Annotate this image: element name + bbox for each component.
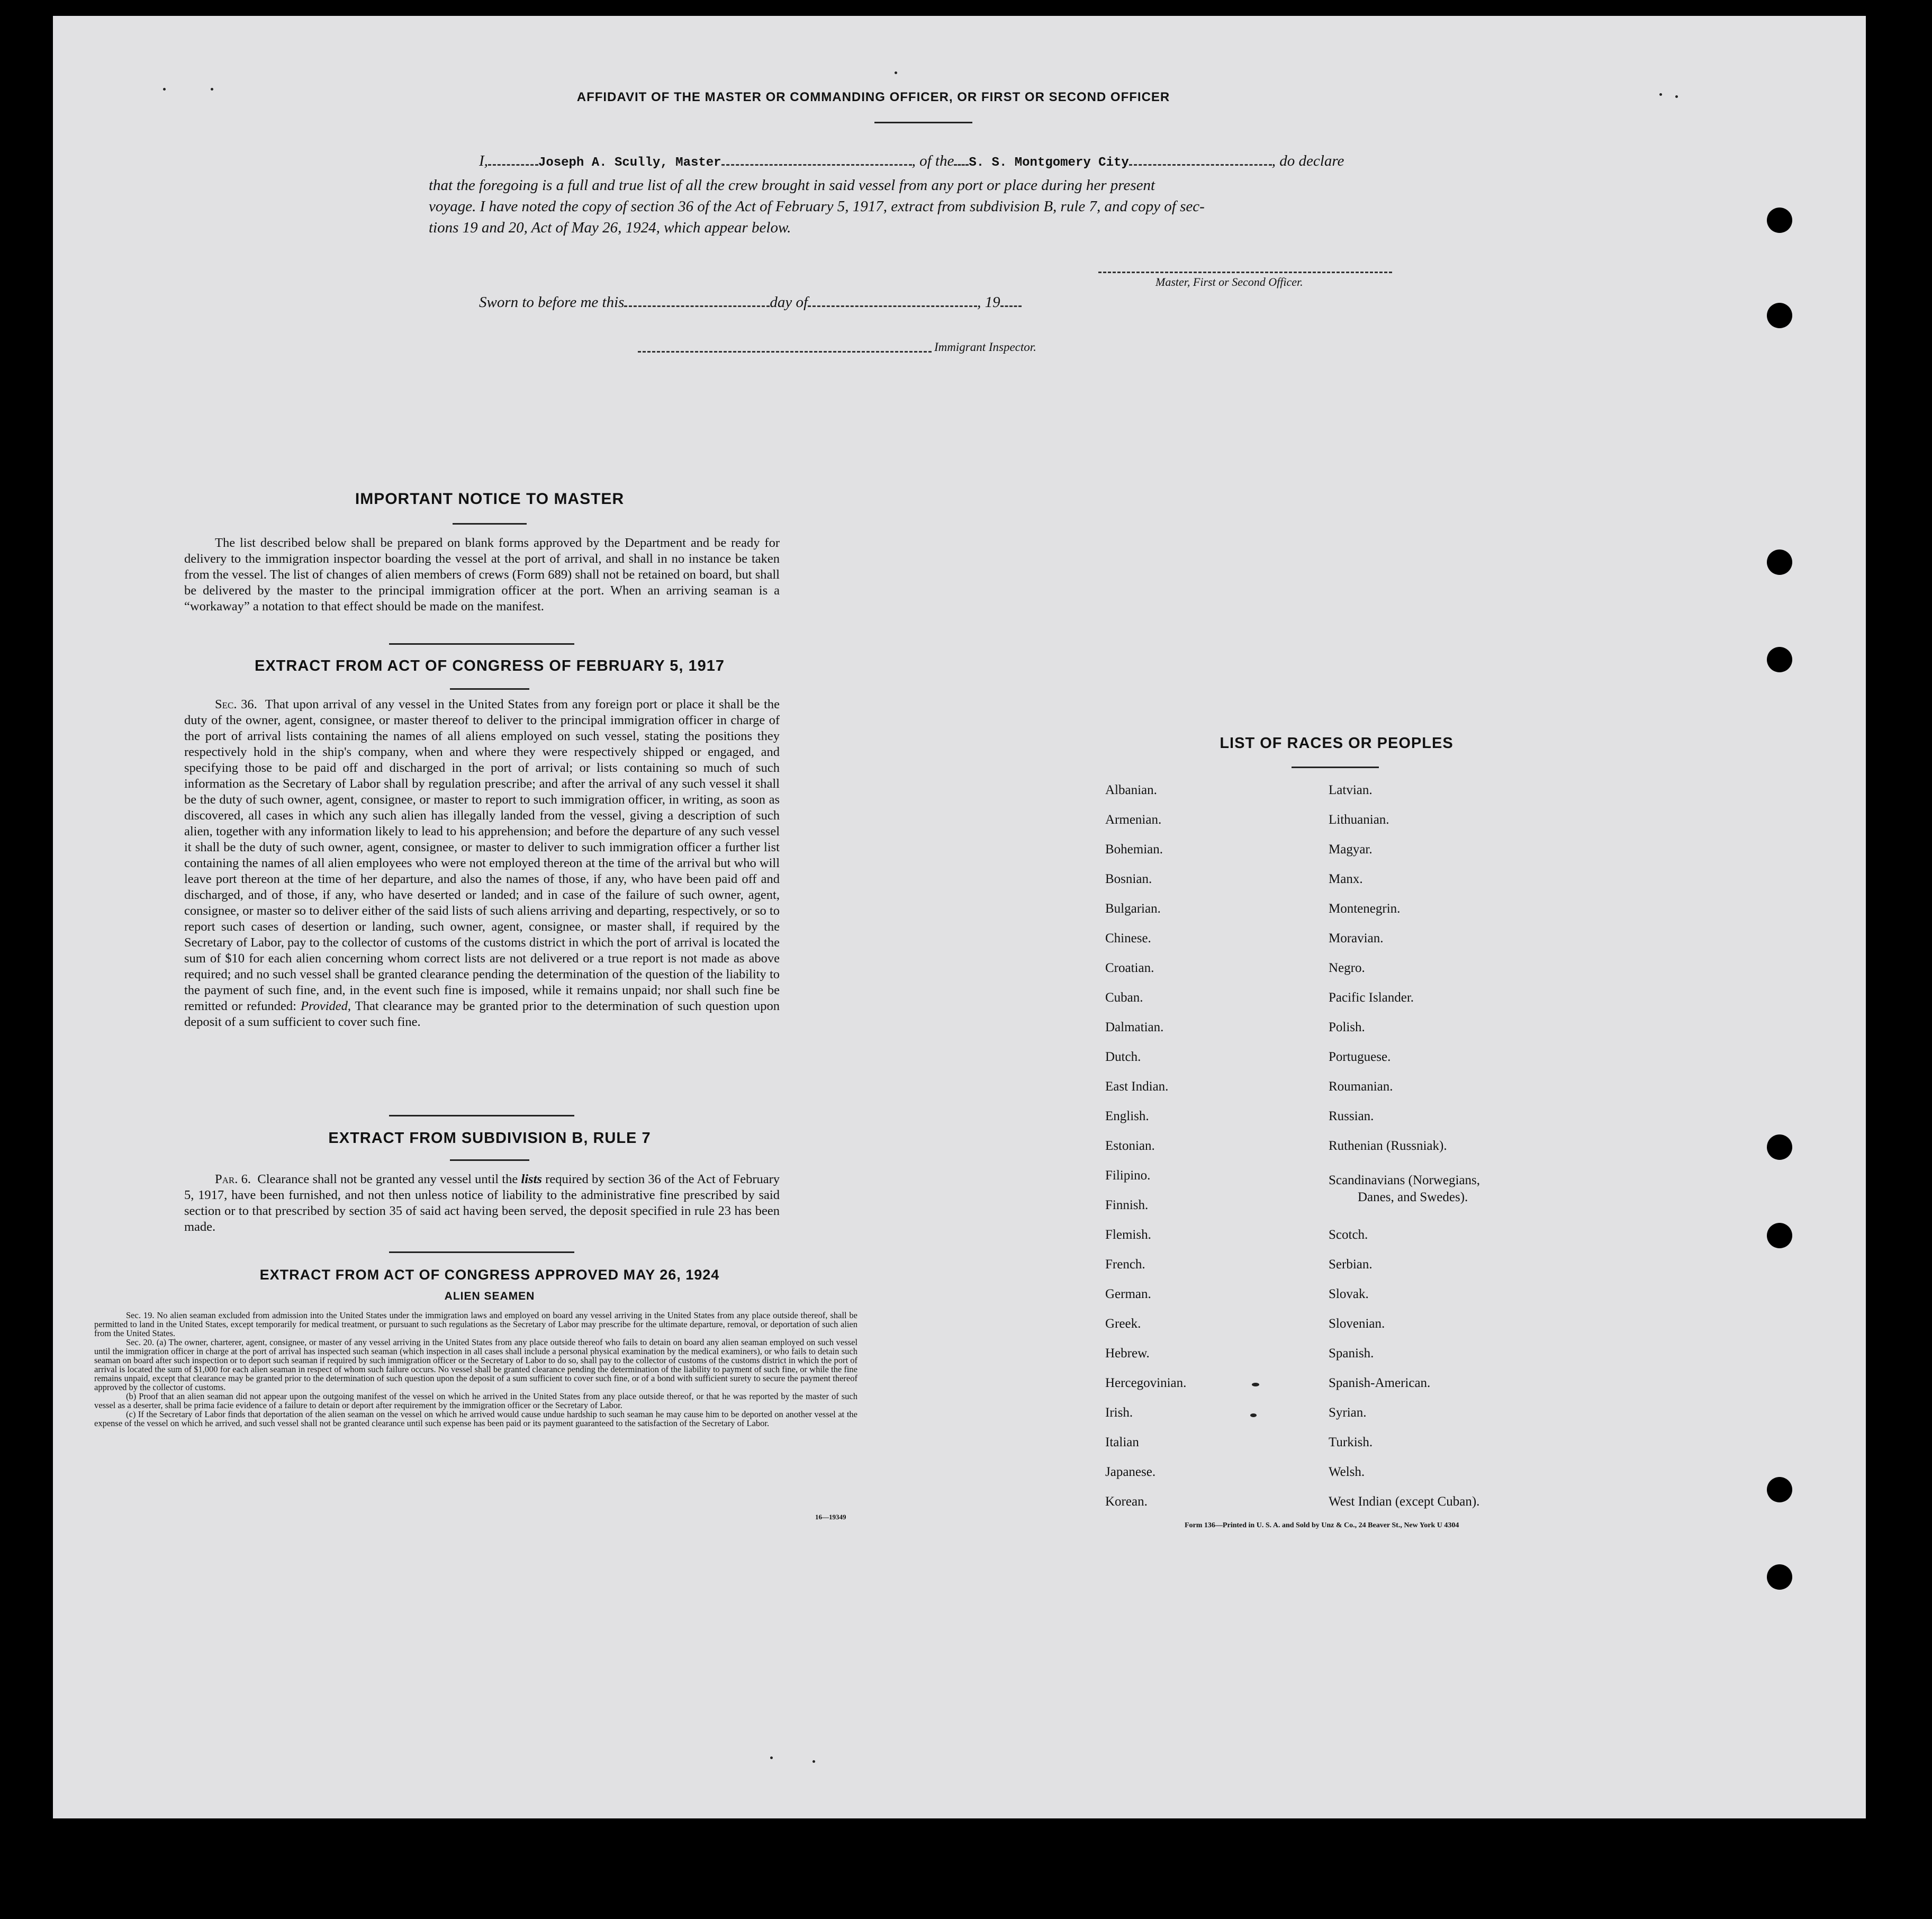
inspector-caption: Immigrant Inspector. xyxy=(934,340,1036,354)
race-item: Dalmatian. xyxy=(1105,1020,1164,1034)
race-item: West Indian (except Cuban). xyxy=(1329,1494,1480,1509)
master-name-field[interactable]: Joseph A. Scully, Master xyxy=(538,156,721,170)
sec-20c-text: (c) If the Secretary of Labor finds that deportation of the alien seaman on the vessel on which he arrived would cause undue hardship to such seaman he may cause him to be deported on another vessel at the expense of the vessel on which he arrived, and such vessel shall not be granted clearance until such expense has been paid or its payment guaranteed to the satisfaction of the Secretary of Labor. xyxy=(94,1409,857,1428)
race-item: Irish. xyxy=(1105,1406,1133,1420)
heading-rule xyxy=(874,122,972,123)
race-item: Turkish. xyxy=(1329,1435,1373,1449)
race-item: Hebrew. xyxy=(1105,1346,1150,1361)
race-item: Armenian. xyxy=(1105,813,1162,827)
par-6-label: Par. 6. xyxy=(215,1172,251,1186)
race-item: French. xyxy=(1105,1257,1145,1272)
race-item: English. xyxy=(1105,1109,1149,1123)
blank-line xyxy=(1129,160,1272,166)
sec-36-text xyxy=(184,697,780,1030)
speck xyxy=(163,88,166,91)
race-item: Croatian. xyxy=(1105,961,1154,975)
race-item: Danes, and Swedes). xyxy=(1358,1190,1468,1204)
race-item: Slovenian. xyxy=(1329,1317,1385,1331)
notice-heading: IMPORTANT NOTICE TO MASTER xyxy=(355,490,625,508)
do-declare-label: , do declare xyxy=(1271,152,1344,169)
lists-word: lists xyxy=(521,1172,542,1186)
sec-36-label: Sec. 36. xyxy=(215,697,257,711)
sec-20a-text: Sec. 20. (a) The owner, charterer, agent, consignee, or master of any vessel arriving in the United States from any place outside thereof who fails to detain on board any alien seaman employed on such vessel until the immigration officer in charge at the port of arrival has inspected such seaman (which inspection in all cases shall include a personal physical examination by the medical examiners), or who fails to detain such seaman on board after such inspection or to deport such seaman if required by such immigration officer or the Secretary of Labor to do so, shall pay to the collector of customs of the customs district in which the port of arrival is located the sum of $1,000 for each alien seaman in respect of whom such failure occurs. No vessel shall be granted clearance pending the determination of the liability to payment of such fine, or while the fine remains unpaid, except that clearance may be granted prior to the determination of such question upon the deposit of a sum sufficient to cover such fine, or of a bond with sufficient surety to secure the payment thereof approved by the collector of customs. xyxy=(94,1337,857,1392)
form-code: 16—19349 xyxy=(815,1513,846,1521)
race-item: Bosnian. xyxy=(1105,872,1152,886)
binder-hole xyxy=(1767,647,1792,672)
race-item: Spanish. xyxy=(1329,1346,1374,1361)
race-item: Syrian. xyxy=(1329,1406,1367,1420)
race-item: Montenegrin. xyxy=(1329,902,1401,916)
race-item: Slovak. xyxy=(1329,1287,1369,1301)
inspector-line[interactable] xyxy=(638,347,932,353)
race-item: Negro. xyxy=(1329,961,1365,975)
section-rule xyxy=(389,643,574,645)
year-prefix: , 19 xyxy=(977,294,1000,311)
affidavit-line2: that the foregoing is a full and true list of all the crew brought in said vessel from any port or place during her present xyxy=(429,177,1155,194)
race-item: Moravian. xyxy=(1329,931,1384,945)
par-6-b: required by section 36 of the Act of February 5, 1917, have been furnished, and not then unless notice of liability to the administrative fine prescribed by said section or to that prescribed by section 35 of said act having been served, the deposit specified in rule 23 has been made. xyxy=(184,1172,780,1234)
sworn-line xyxy=(479,294,1022,311)
affidavit-line1 xyxy=(479,152,1421,170)
races-heading: LIST OF RACES OR PEOPLES xyxy=(1220,735,1453,752)
heading-rule xyxy=(1292,767,1379,768)
sworn-year-field[interactable] xyxy=(1000,301,1022,307)
speck xyxy=(770,1756,773,1759)
binder-hole xyxy=(1767,1223,1792,1248)
alien-seamen-heading: ALIEN SEAMEN xyxy=(444,1290,535,1302)
race-item: Scotch. xyxy=(1329,1228,1368,1242)
i-label: I, xyxy=(479,152,488,169)
speck xyxy=(1252,1383,1259,1386)
sworn-month-field[interactable] xyxy=(808,301,977,307)
race-item: Welsh. xyxy=(1329,1465,1365,1479)
heading-rule xyxy=(450,1159,529,1161)
sec-20b-text: (b) Proof that an alien seaman did not appear upon the outgoing manifest of the vessel on which he arrived in the United States from any place outside thereof, or that he was reported by the master of such vessel as a deserter, shall be prima facie evidence of a failure to detain or deport after requirement by the immigration officer or the Secretary of Labor. xyxy=(94,1391,857,1410)
provided-word: Provided, xyxy=(301,999,351,1013)
rule-7-heading: EXTRACT FROM SUBDIVISION B, RULE 7 xyxy=(328,1130,651,1147)
race-item: Manx. xyxy=(1329,872,1363,886)
blank-line xyxy=(488,160,538,166)
signature-caption: Master, First or Second Officer. xyxy=(1155,275,1303,289)
binder-hole xyxy=(1767,208,1792,233)
section-rule xyxy=(389,1251,574,1253)
binder-hole xyxy=(1767,303,1792,328)
race-item: Portuguese. xyxy=(1329,1050,1391,1064)
race-item: Magyar. xyxy=(1329,842,1373,857)
race-item: Ruthenian (Russniak). xyxy=(1329,1139,1447,1153)
day-of-label: day of xyxy=(770,294,808,311)
race-item: Estonian. xyxy=(1105,1139,1155,1153)
race-item: Scandinavians (Norwegians, xyxy=(1329,1173,1480,1187)
heading-rule xyxy=(453,523,527,525)
race-item: Spanish-American. xyxy=(1329,1376,1431,1390)
race-item: Finnish. xyxy=(1105,1198,1149,1212)
race-item: Japanese. xyxy=(1105,1465,1156,1479)
affidavit-line4: tions 19 and 20, Act of May 26, 1924, which appear below. xyxy=(429,219,791,236)
race-item: Russian. xyxy=(1329,1109,1374,1123)
section-rule xyxy=(389,1115,574,1116)
race-item: Korean. xyxy=(1105,1494,1148,1509)
race-item: Bohemian. xyxy=(1105,842,1163,857)
speck xyxy=(1250,1413,1257,1417)
extract-1917-heading: EXTRACT FROM ACT OF CONGRESS OF FEBRUARY 5, 1917 xyxy=(254,657,725,674)
heading-rule xyxy=(450,688,529,690)
sec-36-body: That upon arrival of any vessel in the United States from any foreign port or place it shall be the duty of the owner, agent, consignee, or master thereof to deliver to the principal immigration officer in charge of the port of arrival lists containing the names of all aliens employed on such vessel, stating the positions they respectively hold in the ship's company, when and where they were respectively shipped or engaged, and specifying those to be paid off and discharged in the port of arrival; or lists containing so much of such information as the Secretary of Labor shall by regulation prescribe; and after the arrival of any such vessel it shall be the duty of such owner, agent, consignee, or master to report to such immigration officer, in writing, as soon as discovered, all cases in which any such alien has illegally landed from the vessel, giving a description of such alien, together with any information likely to lead to his apprehension; and before the departure of any such vessel it shall be the duty of such owner, agent, consignee, or master to deliver to such immigration officer a further list containing the names of all alien employees who were not employed thereon at the time of the arrival but who will leave port thereon at the time of her departure, and also the names of those, if any, who have been paid off and discharged, and of those, if any, who have deserted or landed; and in case of the failure of such owner, agent, consignee, or master so to deliver either of the said lists of such aliens arriving and departing, respectively, or so to report such cases of desertion or landing, such owner, agent, consignee, or master shall, if required by the Secretary of Labor, pay to the collector of customs of the customs district in which the port of arrival is located the sum of $10 for each alien concerning whom correct lists are not delivered or a true report is not made as above required; and no such vessel shall be granted clearance pending the determination of the question of the liability to the payment of such fine, and, in the event such fine is imposed, while it remains unpaid; nor shall such fine be remitted or refunded: xyxy=(184,697,780,1013)
race-item: Latvian. xyxy=(1329,783,1373,797)
race-item: Filipino. xyxy=(1105,1168,1151,1183)
race-item: Serbian. xyxy=(1329,1257,1373,1272)
notice-block xyxy=(184,535,780,615)
race-item: Bulgarian. xyxy=(1105,902,1161,916)
binder-hole xyxy=(1767,1477,1792,1502)
race-item: Dutch. xyxy=(1105,1050,1141,1064)
speck xyxy=(812,1760,815,1763)
race-item: Lithuanian. xyxy=(1329,813,1389,827)
binder-hole xyxy=(1767,1564,1792,1590)
speck xyxy=(1675,95,1678,98)
binder-hole xyxy=(1767,549,1792,575)
vessel-name-field[interactable]: S. S. Montgomery City xyxy=(969,156,1129,170)
sworn-label: Sworn to before me this xyxy=(479,294,625,311)
race-item: Hercegovinian. xyxy=(1105,1376,1187,1390)
race-item: Pacific Islander. xyxy=(1329,990,1414,1005)
race-item: Albanian. xyxy=(1105,783,1157,797)
extract-1917-block xyxy=(184,697,780,1030)
binder-hole xyxy=(1767,1134,1792,1160)
race-item: East Indian. xyxy=(1105,1079,1169,1094)
blank-line xyxy=(954,160,969,166)
race-item: Flemish. xyxy=(1105,1228,1151,1242)
speck xyxy=(211,88,213,91)
blank-line xyxy=(721,160,912,166)
race-item: Chinese. xyxy=(1105,931,1151,945)
race-item: Polish. xyxy=(1329,1020,1365,1034)
race-item: German. xyxy=(1105,1287,1151,1301)
extract-1924-block xyxy=(94,1311,857,1428)
par-6-a: Clearance shall not be granted any vessel until the xyxy=(257,1172,518,1186)
signature-line[interactable] xyxy=(1098,267,1392,273)
extract-1924-heading: EXTRACT FROM ACT OF CONGRESS APPROVED MAY 26, 1924 xyxy=(259,1267,720,1283)
form-footer: Form 136—Printed in U. S. A. and Sold by Unz & Co., 24 Beaver St., New York U 4304 xyxy=(1185,1521,1459,1529)
sworn-day-field[interactable] xyxy=(624,301,770,307)
race-item: Greek. xyxy=(1105,1317,1141,1331)
notice-text: The list described below shall be prepared on blank forms approved by the Department and be ready for delivery to the immigration inspector boarding the vessel at the port of arrival, and shall in no instance be taken from the vessel. The list of changes of alien members of crews (Form 689) shall not be retained on board, but shall be delivered by the master to the principal immigration officer at the port. When an arriving seaman is a “workaway” a notation to that effect should be made on the manifest. xyxy=(184,536,780,614)
affidavit-heading: AFFIDAVIT OF THE MASTER OR COMMANDING OFFICER, OR FIRST OR SECOND OFFICER xyxy=(576,90,1170,104)
sec-19-text: Sec. 19. No alien seaman excluded from admission into the United States under the immigration laws and employed on board any vessel arriving in the United States from any place outside thereof, shall be permitted to land in the United States, except temporarily for medical treatment, or pursuant to such regulations as the Secretary of Labor may prescribe for the ultimate departure, removal, or deportation of such alien from the United States. xyxy=(94,1310,857,1338)
race-item: Cuban. xyxy=(1105,990,1143,1005)
of-the-label: , of the xyxy=(911,152,954,169)
race-item: Italian xyxy=(1105,1435,1139,1449)
sec-36-end: That clearance may be granted prior to the determination of such question upon deposit of a sum sufficient to cover such fine. xyxy=(184,999,780,1029)
par-6-text xyxy=(184,1172,780,1235)
affidavit-line3: voyage. I have noted the copy of section 36 of the Act of February 5, 1917, extract from subdivision B, rule 7, and copy of sec- xyxy=(429,198,1205,215)
speck xyxy=(895,71,897,74)
race-item: Roumanian. xyxy=(1329,1079,1393,1094)
speck xyxy=(1659,93,1662,96)
rule-7-block xyxy=(184,1172,780,1235)
